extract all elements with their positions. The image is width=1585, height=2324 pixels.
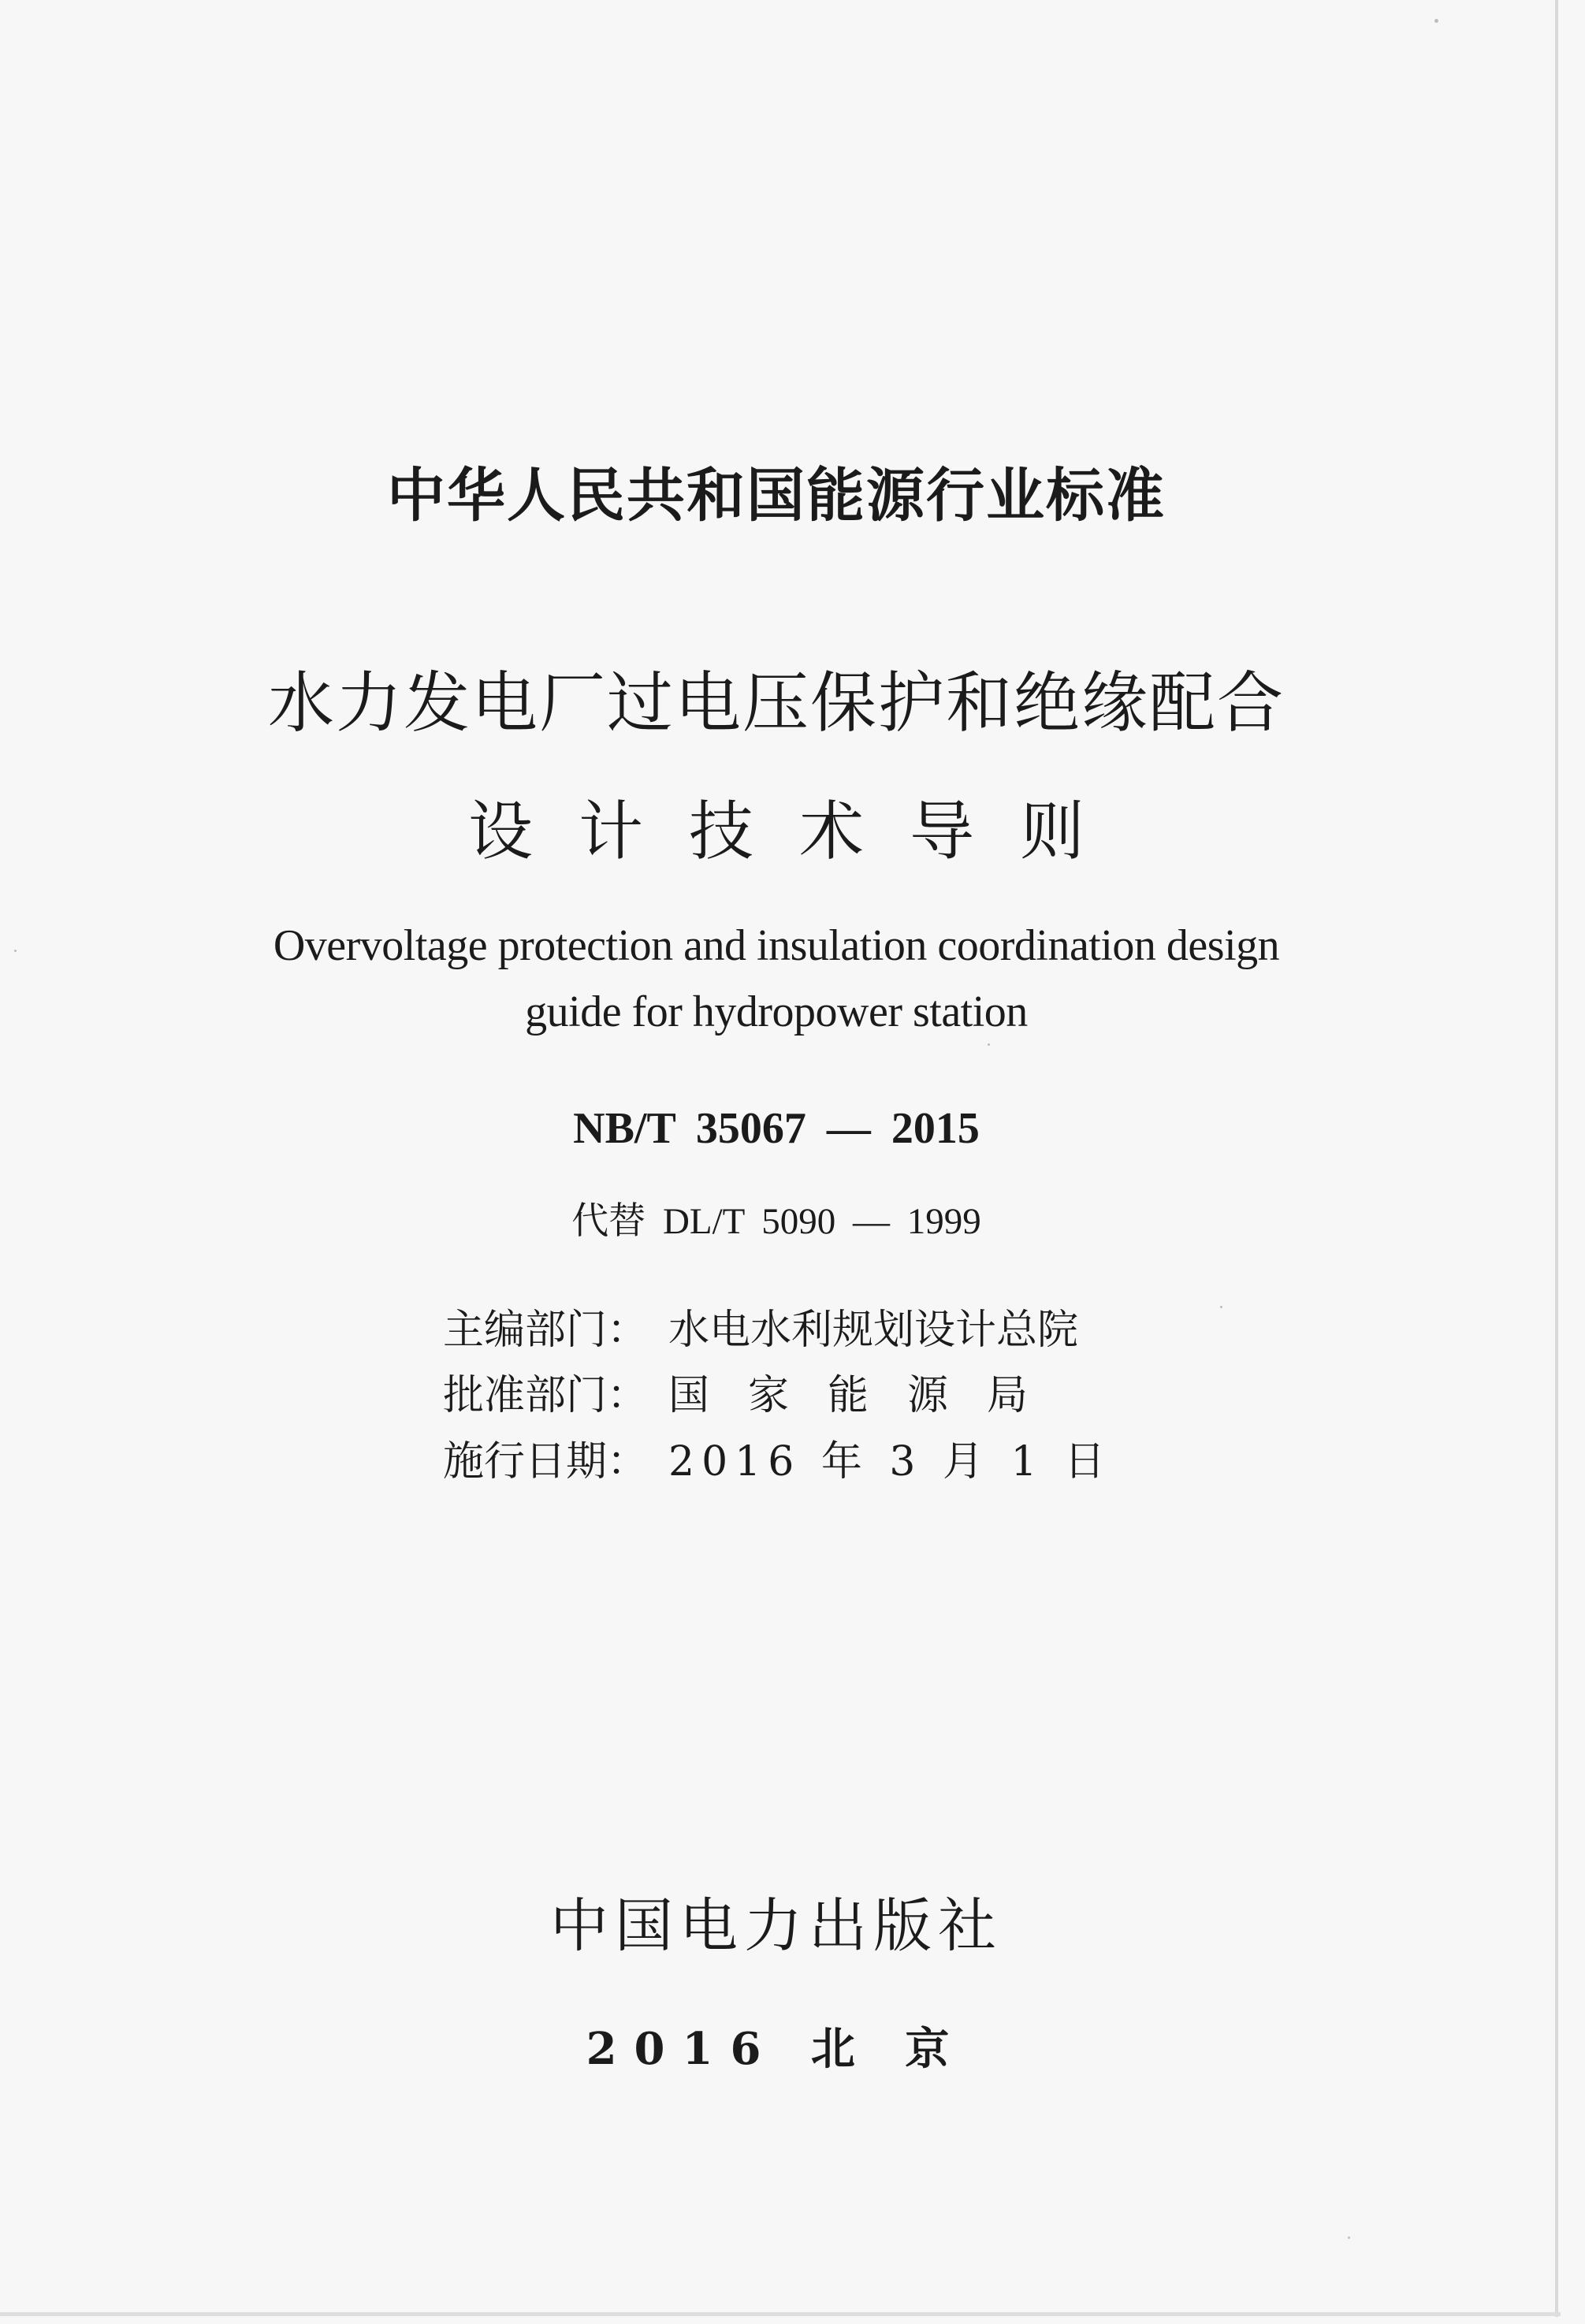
metadata-row-approver (443, 1362, 1231, 1421)
title-english-line-1: Overvoltage protection and insulation coordination design (273, 921, 1280, 970)
standard-number: NB/T 35067 — 2015 (573, 1104, 980, 1153)
metadata-value: 2016 年 3 月 1 日 (668, 1438, 1113, 1486)
title-english-line-2: guide for hydropower station (525, 987, 1028, 1036)
page-bottom-edge (0, 2312, 1561, 2316)
scan-speck (1348, 2237, 1350, 2239)
publisher: 中国电力出版社 (550, 1892, 1003, 1960)
standard-category: 中华人民共和国能源行业标准 (387, 462, 1166, 530)
scan-speck (1220, 1306, 1222, 1308)
publication-place-year: 2016 北 京 (586, 2023, 967, 2075)
metadata-value: 国家能源局 (668, 1372, 1067, 1419)
metadata-label: 批准部门： (443, 1372, 649, 1419)
scan-speck (1434, 19, 1438, 23)
replaces-standard: 代替 DL/T 5090 — 1999 (571, 1201, 981, 1242)
metadata-row-effective-date (443, 1428, 1231, 1487)
metadata-value: 水电水利规划设计总院 (668, 1307, 1079, 1354)
metadata-label: 主编部门： (443, 1307, 649, 1354)
title-chinese-line-2: 设计技术导则 (467, 794, 1130, 869)
page-right-edge (1555, 0, 1558, 2317)
metadata-row-editor (443, 1296, 1231, 1355)
metadata-label: 施行日期： (443, 1438, 649, 1486)
title-chinese-line-1: 水力发电厂过电压保护和绝缘配合 (267, 664, 1285, 742)
scan-speck (14, 950, 17, 952)
scan-speck (988, 1043, 990, 1046)
